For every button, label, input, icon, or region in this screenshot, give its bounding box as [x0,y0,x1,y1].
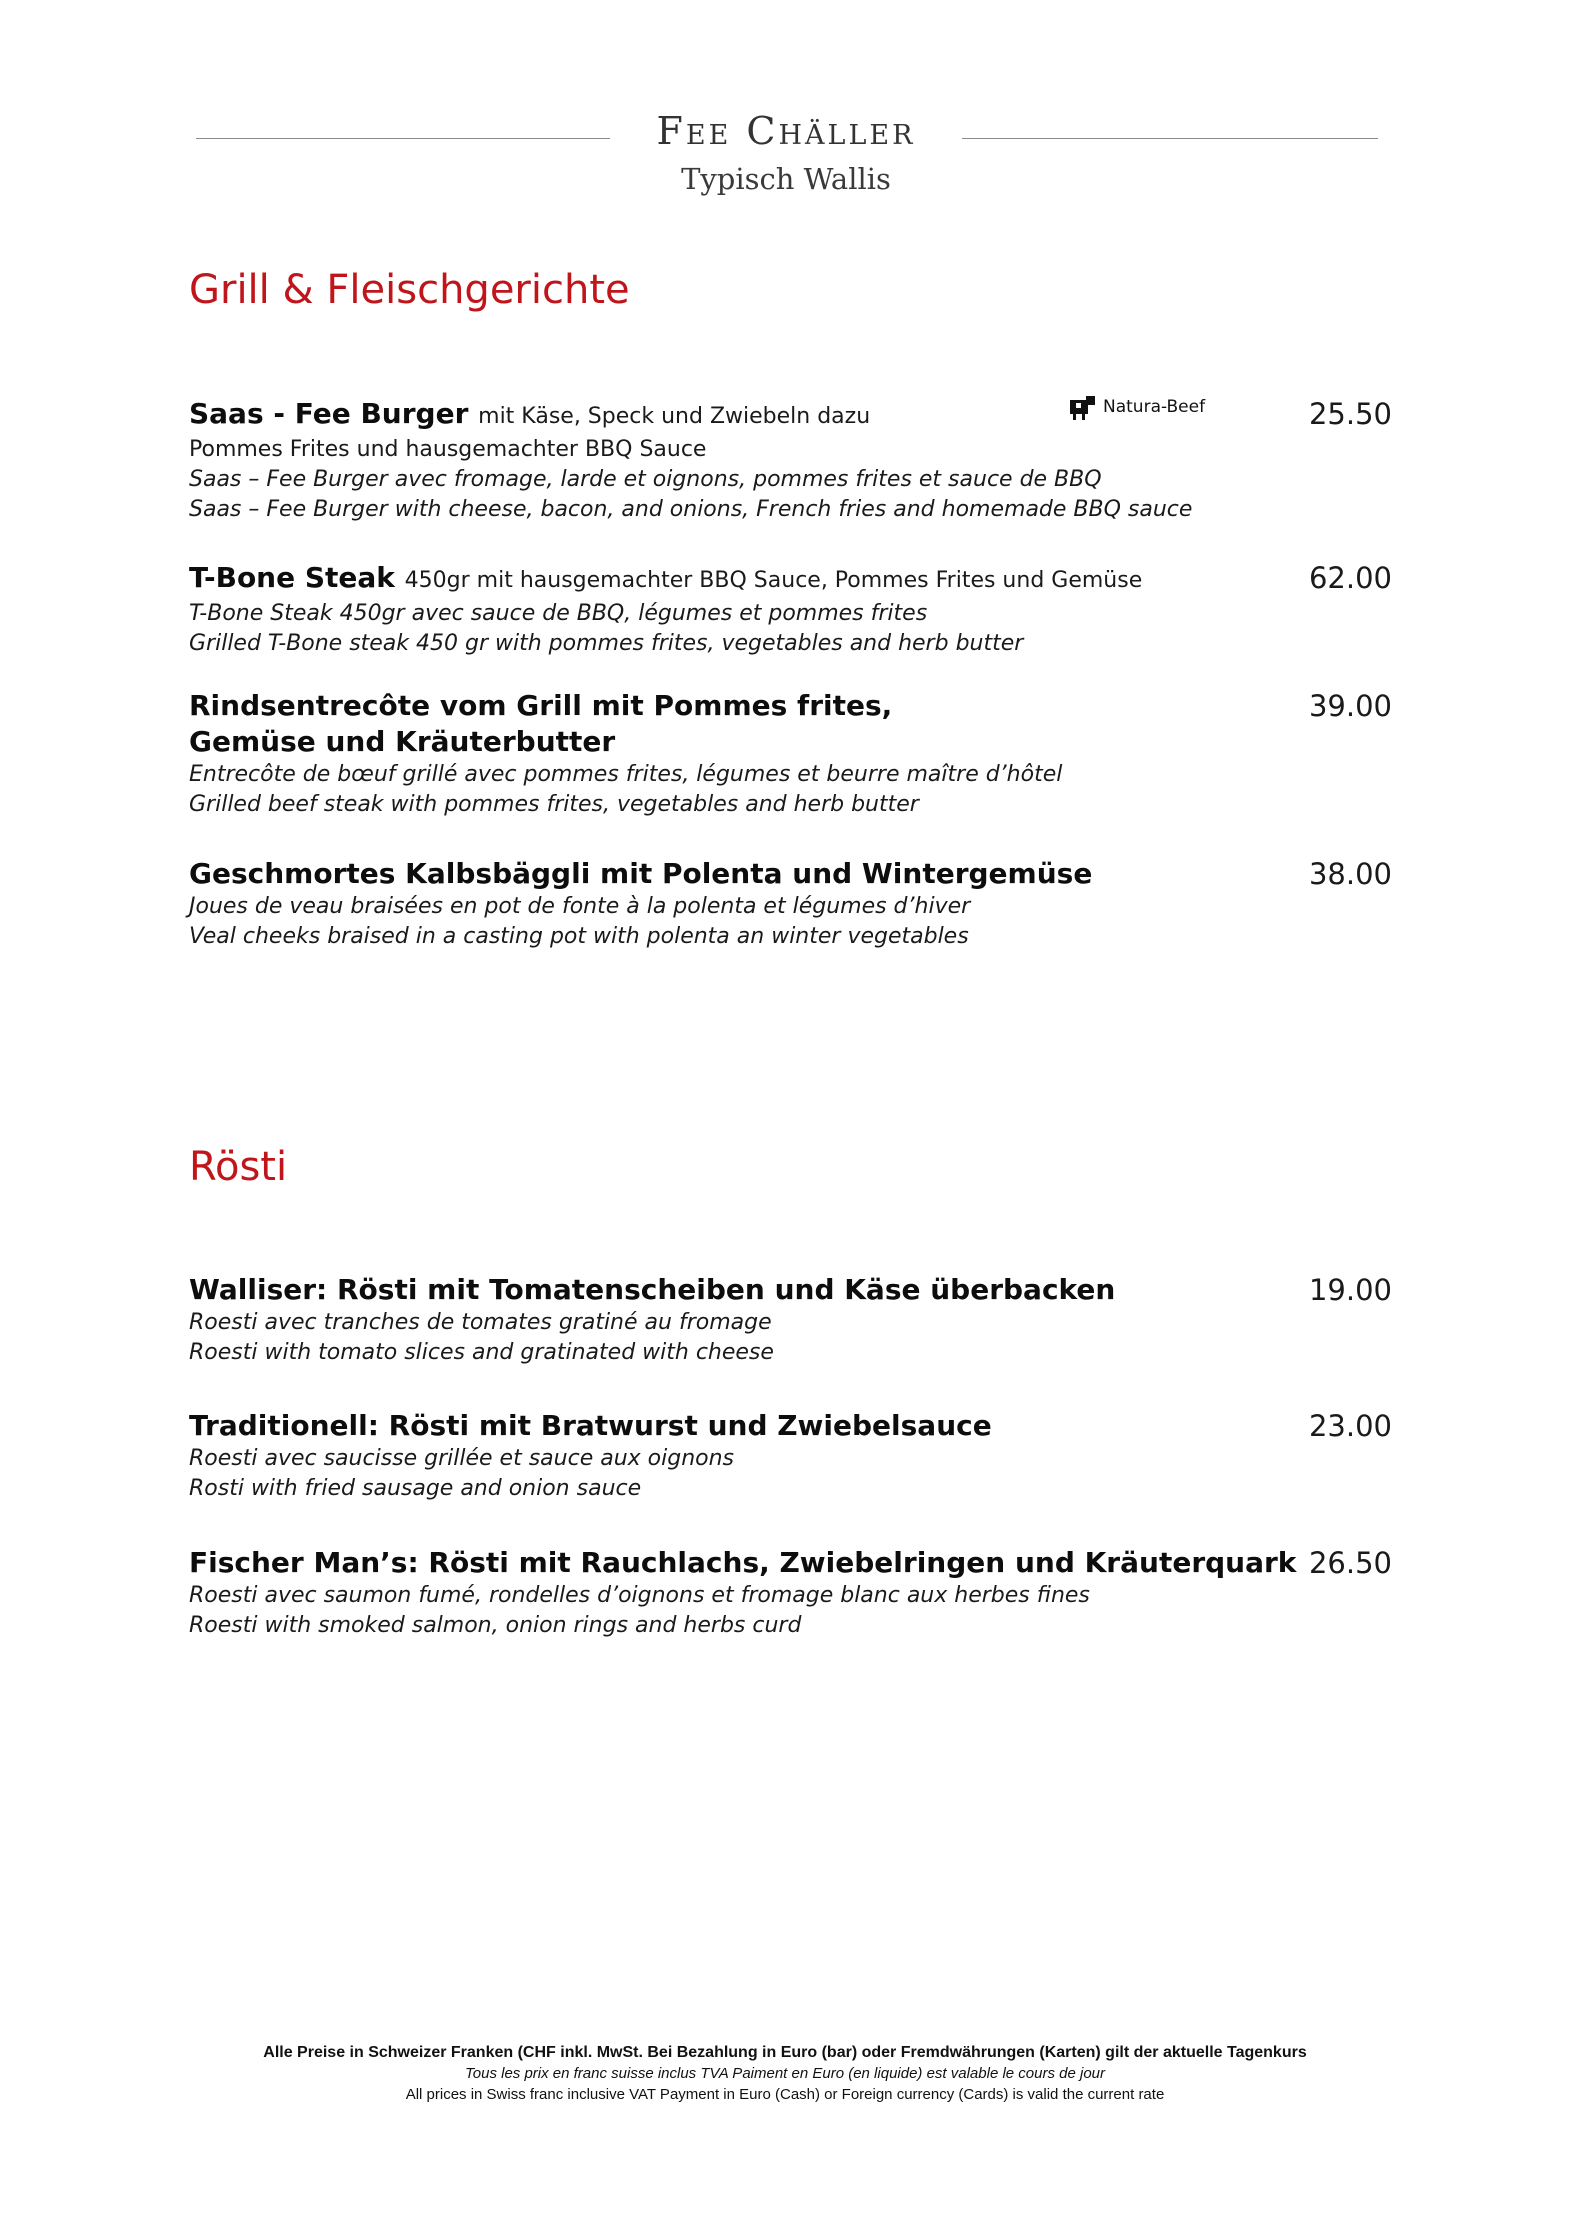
item-description-fr: Entrecôte de bœuf grillé avec pommes frites, légumes et beurre maître d’hôtel [189,762,1063,787]
footer-note-en: All prices in Swiss franc inclusive VAT Payment in Euro (Cash) or Foreign currency (Cards) is valid the current rate [405,2086,1165,2103]
item-price: 26.50 [1308,1546,1392,1580]
item-name: Fischer Man’s: Rösti mit Rauchlachs, Zwiebelringen und Kräuterquark [189,1546,1297,1579]
item-name-line2: Gemüse und Kräuterbutter [189,725,616,758]
item-description-en: Roesti with tomato slices and gratinated with cheese [189,1340,774,1365]
item-price: 25.50 [1308,397,1392,431]
footer-note-fr: Tous les prix en franc suisse inclus TVA Paiment en Euro (en liquide) est valable le cours de jour [464,2065,1106,2082]
item-description-en: Grilled beef steak with pommes frites, vegetables and herb butter [189,792,919,817]
item-name-suffix: mit Käse, Speck und Zwiebeln dazu [478,404,871,429]
item-description-fr: T-Bone Steak 450gr avec sauce de BBQ, légumes et pommes frites [189,601,928,626]
menu-item-tbone [189,560,1389,659]
item-description-en: Grilled T-Bone steak 450 gr with pommes frites, vegetables and herb butter [189,631,1024,656]
item-name: T-Bone Steak [189,561,395,594]
item-description-de: Pommes Frites und hausgemachter BBQ Sauce [189,437,707,462]
cow-icon [1067,392,1097,422]
item-price: 39.00 [1308,689,1392,723]
item-title [189,1272,1389,1308]
footer-note-de: Alle Preise in Schweizer Franken (CHF inkl. MwSt. Bei Bezahlung in Euro (bar) oder Fremdwährungen (Karten) gilt der aktuelle Tagenkurs [263,2044,1307,2061]
item-description-fr: Roesti avec saucisse grillée et sauce aux oignons [189,1446,735,1471]
section-title-roesti: Rösti [189,1144,288,1190]
item-name-suffix: 450gr mit hausgemachter BBQ Sauce, Pommes Frites und Gemüse [404,568,1143,593]
menu-item-walliser [189,1272,1389,1368]
natura-beef-badge [1067,390,1205,424]
item-description-fr: Roesti avec tranches de tomates gratiné au fromage [189,1310,772,1335]
item-title [189,1408,1389,1444]
item-description-fr: Saas – Fee Burger avec fromage, larde et oignons, pommes frites et sauce de BBQ [189,467,1102,492]
page-footer [0,2042,1570,2105]
item-description-fr: Roesti avec saumon fumé, rondelles d’oignons et fromage blanc aux herbes fines [189,1583,1090,1608]
item-title [189,396,1389,435]
item-price: 38.00 [1308,857,1392,891]
item-title [189,688,1389,760]
menu-item-fischer [189,1545,1389,1641]
item-description-en: Veal cheeks braised in a casting pot with polenta an winter vegetables [189,924,969,949]
section-title-grill: Grill & Fleischgerichte [189,267,630,313]
menu-item-burger [189,396,1389,525]
item-title [189,856,1389,892]
item-name: Traditionell: Rösti mit Bratwurst und Zwiebelsauce [189,1409,992,1442]
restaurant-name: Fee Chäller [656,109,916,153]
item-price: 23.00 [1308,1409,1392,1443]
item-description-en: Saas – Fee Burger with cheese, bacon, and onions, French fries and homemade BBQ sauce [189,497,1193,522]
menu-item-kalbsbaeggli [189,856,1389,952]
header-divider-right [962,138,1378,139]
item-name: Geschmortes Kalbsbäggli mit Polenta und Wintergemüse [189,857,1093,890]
item-description-en: Rosti with fried sausage and onion sauce [189,1476,642,1501]
badge-label: Natura-Beef [1103,397,1206,417]
item-price: 62.00 [1308,561,1392,595]
item-description-fr: Joues de veau braisées en pot de fonte à la polenta et légumes d’hiver [189,894,971,919]
menu-item-entrecote [189,688,1389,820]
item-name: Saas - Fee Burger [189,397,469,430]
item-name: Walliser: Rösti mit Tomatenscheiben und Käse überbacken [189,1273,1116,1306]
restaurant-subtitle: Typisch Wallis [681,162,891,196]
menu-item-traditionell [189,1408,1389,1504]
item-description-en: Roesti with smoked salmon, onion rings and herbs curd [189,1613,802,1638]
item-title [189,1545,1389,1581]
item-price: 19.00 [1308,1273,1392,1307]
brand-block [610,100,962,196]
page-header [0,100,1570,220]
item-name: Rindsentrecôte vom Grill mit Pommes frites, [189,689,893,722]
item-title [189,560,1389,599]
header-divider-left [196,138,610,139]
